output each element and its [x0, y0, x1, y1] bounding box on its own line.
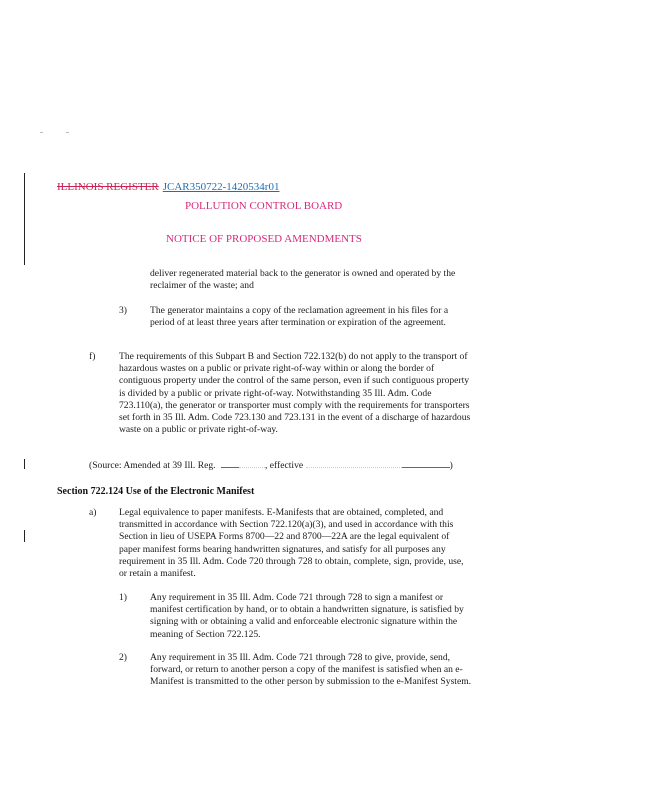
section-heading: Section 722.124 Use of the Electronic Manifest	[57, 486, 255, 497]
effective-date-blank	[402, 460, 450, 468]
register-page-blank	[221, 460, 239, 468]
item-3-text: The generator maintains a copy of the reclamation agreement in his files for a period of at least three years after termination or expiration of the agreement.	[150, 305, 449, 329]
item-2-text: Any requirement in 35 Ill. Adm. Code 721 through 728 to give, provide, send, forward, or return to another person a copy of the manifest is satisfied when an e-Manifest is transmitted to the other person by submission to the e-Manifest System.	[150, 652, 472, 688]
source-note	[89, 460, 453, 472]
change-bar	[24, 173, 25, 265]
register-page-blank-space	[239, 460, 265, 468]
scan-mark	[40, 132, 43, 133]
item-1-text: Any requirement in 35 Ill. Adm. Code 721 through 728 to sign a manifest or manifest certification by hand, or to obtain a handwritten signature, is satisfied by signing with or obtaining a valid and enforceable electronic signature within the meaning of Section 722.125.	[150, 592, 464, 640]
source-prefix: (Source: Amended at 39 Ill. Reg.	[89, 460, 216, 471]
item-a-label: a)	[89, 507, 97, 518]
item-f-label: f)	[89, 351, 96, 362]
change-bar	[24, 530, 25, 542]
change-bar	[24, 459, 25, 469]
notice-title: NOTICE OF PROPOSED AMENDMENTS	[166, 233, 362, 245]
jcar-reference-inserted: JCAR350722-1420534r01	[162, 181, 280, 193]
register-title-deleted: ILLINOIS REGISTER	[57, 181, 159, 193]
agency-name: POLLUTION CONTROL BOARD	[185, 200, 343, 212]
scan-mark	[66, 132, 69, 133]
item-a-text: Legal equivalence to paper manifests. E-Manifests that are obtained, completed, and transmitted in accordance with Section 722.120(a)(3), and used in accordance with this Section in lieu of USEPA Forms 8700—22 and 8700—22A are the legal equivalent of paper manifest forms bearing handwritten signatures, and satisfy for all purposes any requirement in 35 Ill. Adm. Code 720 through 728 to obtain, complete, sign, provide, use, or retain a manifest.	[119, 507, 464, 580]
register-header	[57, 177, 279, 195]
continued-paragraph: deliver regenerated material back to the generator is owned and operated by the reclaimer of the waste; and	[150, 268, 456, 292]
effective-date-blank-space	[306, 460, 402, 468]
source-close: )	[449, 460, 453, 471]
item-f-text: The requirements of this Subpart B and Section 722.132(b) do not apply to the transport of hazardous wastes on a public or private right-of-way within or along the border of contiguous property under the control of the same person, even if such contiguous property is divided by a public or private right-of-way. Notwithstanding 35 Ill. Adm. Code 723.110(a), the generator or transporter must comply with the requirements for transporters set forth in 35 Ill. Adm. Code 723.130 and 723.131 in the event of a discharge of hazardous waste on a public or private right-of-way.	[119, 351, 471, 436]
source-effective: , effective	[264, 460, 304, 471]
item-1-label: 1)	[119, 592, 127, 603]
item-2-label: 2)	[119, 652, 127, 663]
item-3-label: 3)	[119, 305, 127, 316]
